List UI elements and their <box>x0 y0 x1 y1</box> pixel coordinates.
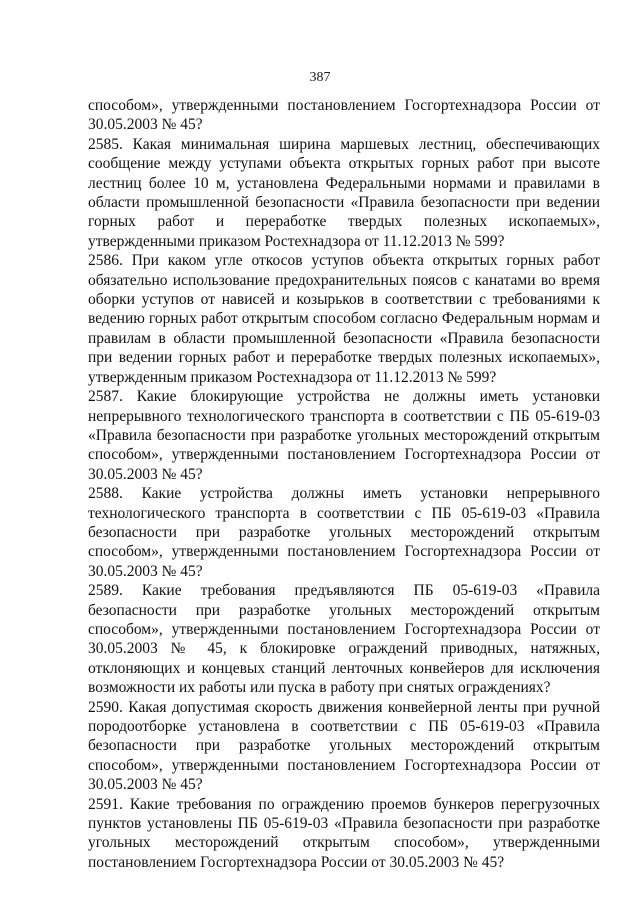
question-text: Какая допустимая скорость движения конвейерной ленты при ручной породоотборке установлена в соответствии с ПБ 05-619-03 «Правила безопасности при разработке угольных месторождений открытым способом», утвержденными постановлением Госгортехнадзора России от 30.05.2003 № 45? <box>88 698 600 794</box>
question-number: 2585. <box>88 135 123 153</box>
question-2589 <box>88 581 600 697</box>
question-2586 <box>88 251 600 387</box>
question-number: 2591. <box>88 795 123 813</box>
question-number: 2586. <box>88 252 123 270</box>
question-number: 2590. <box>88 698 123 716</box>
question-text: Какие блокирующие устройства не должны иметь установки непрерывного технологического транспорта в соответствии с ПБ 05-619-03 «Правила безопасности при разработке угольных месторождений открытым способом», утвержденными постановлением Госгортехнадзора России от 30.05.2003 № 45? <box>88 388 601 483</box>
question-text: Какие требования предъявляются ПБ 05-619-03 «Правила безопасности при разработке угольных месторождений открытым способом», утвержденными постановлением Госгортехнадзора России от 30.05.2003 № 45, к блокировке ограждений приводных, натяжных, отклоняющих и концевых станций ленточных конвейеров для исключения возможности их работы или пуска в работу при снятых ограждениях? <box>88 582 600 697</box>
question-number: 2587. <box>88 388 123 406</box>
question-2587 <box>88 387 600 484</box>
question-number: 2588. <box>88 485 123 503</box>
question-2591 <box>88 795 600 873</box>
page-body <box>88 96 600 872</box>
question-number: 2589. <box>88 582 123 600</box>
question-text: Какая минимальная ширина маршевых лестниц, обеспечивающих сообщение между уступами объекта открытых горных работ при высоте лестниц более 10 м, установлена Федеральными нормами и правилами в области промышленной безопасности «Правила безопасности при ведении горных работ и переработке твердых полезных ископаемых», утвержденными приказом Ростехнадзора от 11.12.2013 № 599? <box>88 135 600 250</box>
page-number: 387 <box>309 70 331 85</box>
question-2588 <box>88 484 600 581</box>
question-2590 <box>88 698 600 795</box>
question-text: Какие требования по ограждению проемов бункеров перегрузочных пунктов установлены ПБ 05-619-03 «Правила безопасности при разработке угольных месторождений открытым способом», утвержденными постановлением Госгортехнадзора России от 30.05.2003 № 45? <box>88 795 601 871</box>
question-text: При каком угле откосов уступов объекта открытых горных работ обязательно использование предохранительных поясов с канатами во время оборки уступов от нависей и козырьков в соответствии с требованиями к ведению горных работ открытым способом согласно Федеральным нормам и правилам в области промышленной безопасности «Правила безопасности при ведении горных работ и переработке твердых полезных ископаемых», утвержденным приказом Ростехнадзора от 11.12.2013 № 599? <box>88 252 600 386</box>
paragraph-continuation <box>88 96 600 135</box>
question-text: Какие устройства должны иметь установки непрерывного технологического транспорта в соответствии с ПБ 05-619-03 «Правила безопасности при разработке угольных месторождений открытым способом», утвержденными постановлением Госгортехнадзора России от 30.05.2003 № 45? <box>88 485 600 580</box>
paragraph-text: способом», утвержденными постановлением Госгортехнадзора России от 30.05.2003 № 45? <box>88 97 600 134</box>
question-2585 <box>88 135 600 251</box>
